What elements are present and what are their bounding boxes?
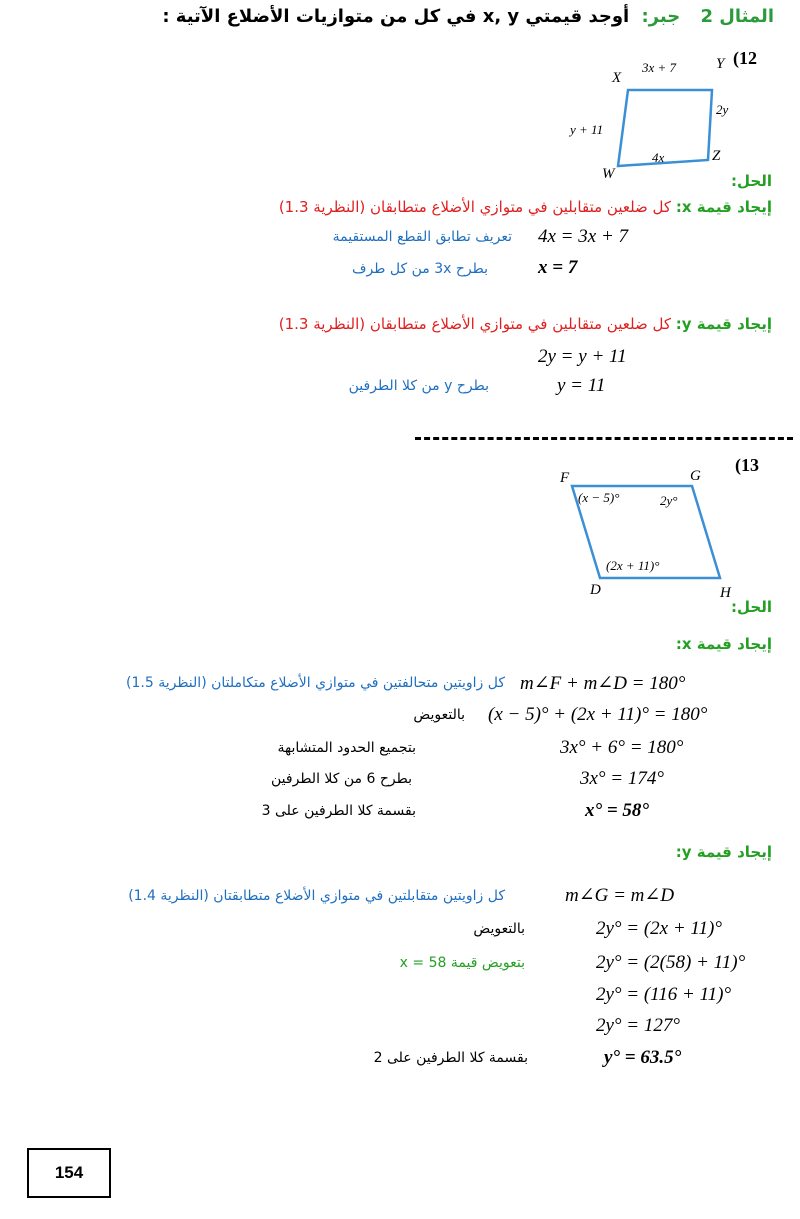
note-13-x-2: بالتعويض (413, 707, 465, 723)
eq-13-y-6: y° = 63.5° (604, 1047, 682, 1068)
category-label: جبر: (641, 6, 681, 27)
note-12-x-2: بطرح 3x من كل طرف (352, 261, 488, 277)
parallelogram-fghd-figure (550, 452, 740, 602)
vertex-y: Y (716, 56, 725, 72)
note-13-y-3: بتعويض قيمة 58 = x (399, 955, 525, 971)
eq-13-x-4: 3x° = 174° (580, 768, 664, 789)
angle-d-label: (2x + 11)° (606, 558, 660, 573)
example-label: المثال 2 (700, 6, 774, 27)
find-y-12-reason: كل ضلعين متقابلين في متوازي الأضلاع متطابقان (النظرية 1.3) (278, 315, 671, 333)
eq-12-y-2: y = 11 (557, 375, 606, 396)
eq-12-x-1: 4x = 3x + 7 (538, 226, 629, 247)
note-13-y-6: بقسمة كلا الطرفين على 2 (373, 1050, 528, 1066)
eq-12-y-1: 2y = y + 11 (538, 346, 627, 367)
section-divider (415, 437, 793, 440)
find-x-12-reason: كل ضلعين متقابلين في متوازي الأضلاع متطابقان (النظرية 1.3) (278, 198, 672, 216)
note-13-x-3: بتجميع الحدود المتشابهة (277, 740, 416, 756)
problem-12-number: (12 (733, 48, 757, 68)
vertex-x: X (612, 70, 622, 86)
reason-13-x: كل زاويتين متحالفتين في متوازي الأضلاع متكاملتان (النظرية 1.5) (126, 675, 505, 691)
find-x-12-heading: إيجاد قيمة x: (675, 198, 772, 216)
angle-f-label: (x − 5)° (578, 490, 620, 505)
parallelogram-xyzw-figure (500, 50, 740, 190)
eq-13-y-1: m∠G = m∠D (565, 885, 675, 906)
solution-label-12: الحل: (731, 172, 772, 190)
eq-13-y-5: 2y° = 127° (596, 1015, 680, 1036)
eq-13-y-3: 2y° = (2(58) + 11)° (596, 952, 746, 973)
vertex-h: H (720, 585, 731, 601)
eq-13-x-2-text: (x − 5)° + (2x + 11)° = 180° (488, 704, 708, 725)
side-bottom-label: 4x (652, 150, 665, 165)
instruction-text: أوجد قيمتي x, y في كل من متوازيات الأضلاع الآتية : (162, 6, 630, 27)
note-13-y-2: بالتعويض (473, 921, 525, 937)
vertex-g: G (690, 468, 701, 484)
example-title (162, 6, 774, 27)
find-y-13-heading: إيجاد قيمة y: (675, 843, 772, 861)
vertex-w: W (602, 166, 615, 182)
solution-label-13: الحل: (731, 598, 772, 616)
eq-13-x-1: m∠F + m∠D = 180° (520, 673, 686, 694)
angle-g-label: 2y° (660, 493, 678, 508)
find-y-12-line (279, 315, 772, 333)
eq-13-y-4: 2y° = (116 + 11)° (596, 984, 732, 1005)
eq-13-x-2 (488, 704, 707, 726)
eq-13-y-2: 2y° = (2x + 11)° (596, 918, 722, 939)
find-x-13-heading: إيجاد قيمة x: (675, 635, 772, 653)
find-y-12-heading: إيجاد قيمة y: (675, 315, 772, 333)
find-x-12-line (279, 198, 772, 216)
side-left-label: y + 11 (570, 122, 604, 137)
vertex-f: F (560, 470, 570, 486)
note-13-x-5: بقسمة كلا الطرفين على 3 (261, 803, 416, 819)
note-12-y-2: بطرح y من كلا الطرفين (348, 378, 489, 394)
problem-13-number: (13 (735, 455, 759, 475)
eq-12-x-2: x = 7 (538, 257, 578, 278)
note-13-x-4: بطرح 6 من كلا الطرفين (271, 771, 412, 787)
vertex-d: D (590, 582, 601, 598)
vertex-z: Z (712, 148, 721, 164)
page-number: 154 (27, 1148, 111, 1198)
side-top-label: 3x + 7 (642, 60, 677, 75)
note-12-x-1: تعريف تطابق القطع المستقيمة (332, 229, 512, 245)
side-right-label: 2y (716, 102, 729, 117)
eq-13-x-5: x° = 58° (585, 800, 650, 821)
reason-13-y: كل زاويتين متقابلتين في متوازي الأضلاع متطابقتان (النظرية 1.4) (128, 888, 505, 904)
eq-13-x-3: 3x° + 6° = 180° (560, 737, 684, 758)
